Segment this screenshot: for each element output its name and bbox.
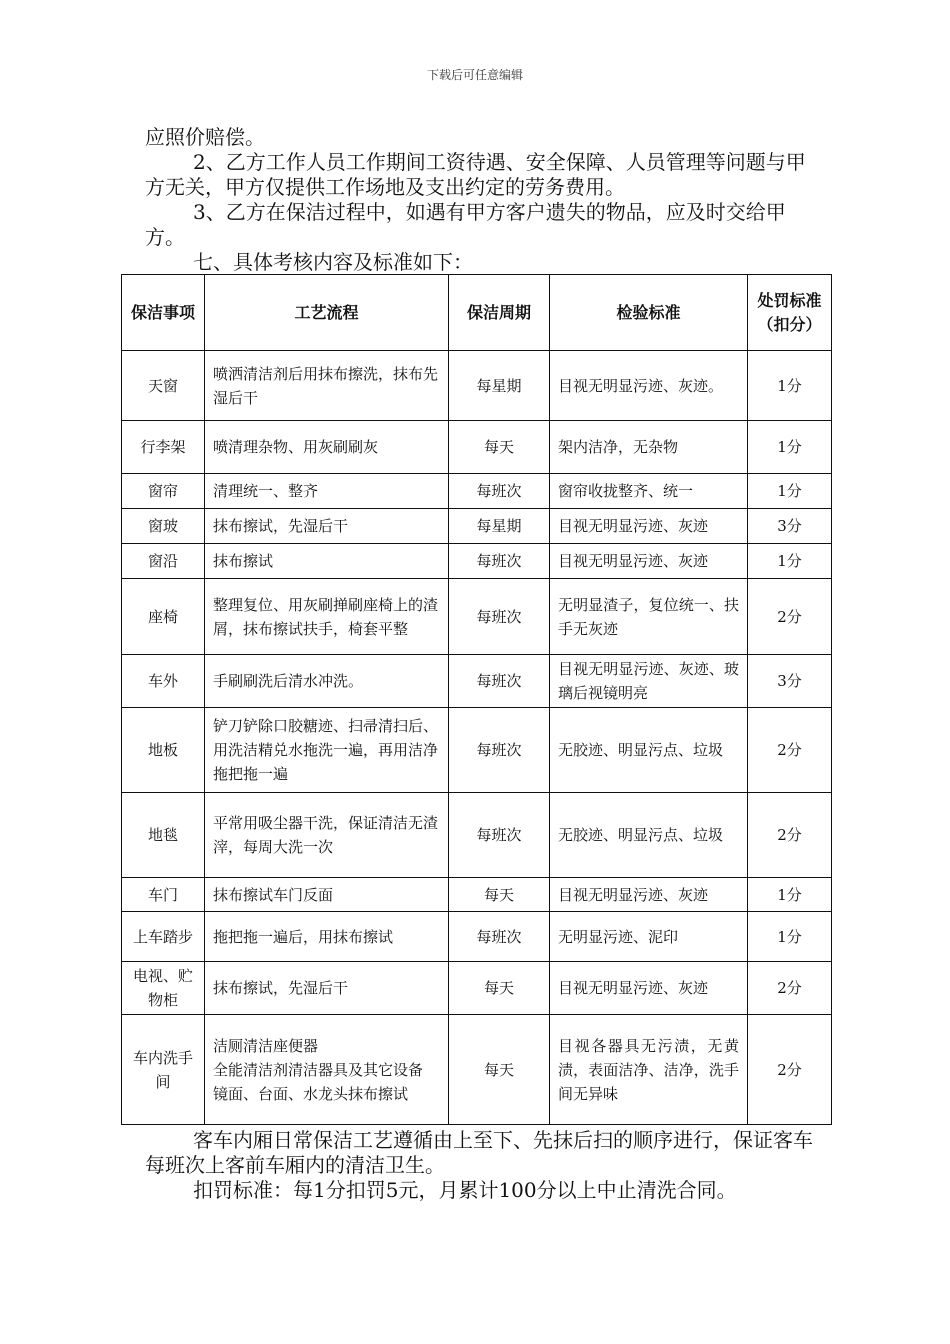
header-cycle: 保洁周期 xyxy=(449,275,550,351)
cell-penalty: 3分 xyxy=(748,509,832,544)
cell-process: 抹布擦试，先湿后干 xyxy=(205,509,449,544)
cell-standard: 无胶迹、明显污点、垃圾 xyxy=(550,708,748,793)
cell-item: 车内洗手间 xyxy=(122,1015,205,1125)
table-body xyxy=(122,351,832,1125)
cell-penalty: 1分 xyxy=(748,544,832,579)
cell-penalty: 2分 xyxy=(748,579,832,655)
table-row xyxy=(122,421,832,474)
paragraph-process-order: 客车内厢日常保洁工艺遵循由上至下、先抹后扫的顺序进行，保证客车每班次上客前车厢内的清洁卫生。 xyxy=(145,1128,813,1177)
paragraph-clause-3: 3、乙方在保洁过程中，如遇有甲方客户遗失的物品，应及时交给甲方。 xyxy=(145,200,786,249)
cell-cycle: 每班次 xyxy=(449,912,550,962)
paragraph-compensation: 应照价赔偿。 xyxy=(145,125,265,149)
cell-cycle: 每天 xyxy=(449,1015,550,1125)
cell-cycle: 每天 xyxy=(449,421,550,474)
page-header: 下载后可任意编辑 xyxy=(426,68,523,82)
cell-cycle: 每星期 xyxy=(449,509,550,544)
table-row xyxy=(122,351,832,421)
table-row xyxy=(122,1015,832,1125)
section-heading-assessment: 七、具体考核内容及标准如下： xyxy=(193,250,473,274)
cell-process: 手刷刷洗后清水冲洗。 xyxy=(205,655,449,708)
cell-standard: 无明显污迹、泥印 xyxy=(550,912,748,962)
cell-penalty: 1分 xyxy=(748,878,832,912)
cell-penalty: 3分 xyxy=(748,655,832,708)
cell-item: 窗帘 xyxy=(122,474,205,509)
header-penalty: 处罚标准（扣分） xyxy=(748,275,832,351)
header-cleaning-item: 保洁事项 xyxy=(122,275,205,351)
cell-standard: 目视无明显污迹、灰迹、玻璃后视镜明亮 xyxy=(550,655,748,708)
table-row xyxy=(122,509,832,544)
cell-process: 抹布擦试 xyxy=(205,544,449,579)
cell-cycle: 每天 xyxy=(449,962,550,1015)
cell-process: 清理统一、整齐 xyxy=(205,474,449,509)
cell-cycle: 每星期 xyxy=(449,351,550,421)
cell-item: 电视、贮物柜 xyxy=(122,962,205,1015)
cell-item: 窗玻 xyxy=(122,509,205,544)
cell-process: 抹布擦试车门反面 xyxy=(205,878,449,912)
cell-cycle: 每天 xyxy=(449,878,550,912)
paragraph-clause-2: 2、乙方工作人员工作期间工资待遇、安全保障、人员管理等问题与甲方无关，甲方仅提供工作场地及支出约定的劳务费用。 xyxy=(145,150,806,199)
cell-process: 喷洒清洁剂后用抹布擦洗，抹布先湿后干 xyxy=(205,351,449,421)
cell-process: 平常用吸尘器干洗，保证清洁无渣滓，每周大洗一次 xyxy=(205,793,449,878)
cell-cycle: 每班次 xyxy=(449,474,550,509)
cell-penalty: 1分 xyxy=(748,912,832,962)
cell-item: 车外 xyxy=(122,655,205,708)
cell-standard: 目视无明显污迹、灰迹 xyxy=(550,878,748,912)
cell-item: 车门 xyxy=(122,878,205,912)
cell-cycle: 每班次 xyxy=(449,544,550,579)
cell-cycle: 每班次 xyxy=(449,655,550,708)
cell-process: 整理复位、用灰刷掸刷座椅上的渣屑，抹布擦试扶手，椅套平整 xyxy=(205,579,449,655)
cell-process: 洁厕清洁座便器 全能清洁剂清洁器具及其它设备 镜面、台面、水龙头抹布擦试 xyxy=(205,1015,449,1125)
cell-process: 抹布擦试，先湿后干 xyxy=(205,962,449,1015)
cell-penalty: 1分 xyxy=(748,421,832,474)
cell-item: 上车踏步 xyxy=(122,912,205,962)
cell-item: 地毯 xyxy=(122,793,205,878)
table-row xyxy=(122,579,832,655)
cell-item: 天窗 xyxy=(122,351,205,421)
table-row xyxy=(122,962,832,1015)
cell-item: 座椅 xyxy=(122,579,205,655)
table-row xyxy=(122,708,832,793)
cell-standard: 无胶迹、明显污点、垃圾 xyxy=(550,793,748,878)
assessment-table xyxy=(121,274,832,1125)
cell-cycle: 每班次 xyxy=(449,793,550,878)
table-header-row xyxy=(122,275,832,351)
cell-penalty: 2分 xyxy=(748,708,832,793)
cell-standard: 目视各器具无污渍，无黄渍，表面洁净、洁净，洗手间无异味 xyxy=(550,1015,748,1125)
cell-process: 喷清理杂物、用灰刷刷灰 xyxy=(205,421,449,474)
cell-standard: 无明显渣子，复位统一、扶手无灰迹 xyxy=(550,579,748,655)
cell-standard: 目视无明显污迹、灰迹 xyxy=(550,544,748,579)
cell-standard: 目视无明显污迹、灰迹 xyxy=(550,962,748,1015)
cell-item: 窗沿 xyxy=(122,544,205,579)
header-standard: 检验标准 xyxy=(550,275,748,351)
table-row xyxy=(122,544,832,579)
cell-penalty: 2分 xyxy=(748,793,832,878)
cell-item: 地板 xyxy=(122,708,205,793)
table-row xyxy=(122,474,832,509)
cell-penalty: 2分 xyxy=(748,1015,832,1125)
cell-penalty: 2分 xyxy=(748,962,832,1015)
cell-penalty: 1分 xyxy=(748,474,832,509)
cell-cycle: 每班次 xyxy=(449,708,550,793)
cell-process: 铲刀铲除口胶糖迹、扫帚清扫后、用洗洁精兑水拖洗一遍，再用洁净拖把拖一遍 xyxy=(205,708,449,793)
table-row xyxy=(122,793,832,878)
cell-standard: 目视无明显污迹、灰迹 xyxy=(550,509,748,544)
table-row xyxy=(122,878,832,912)
cell-standard: 窗帘收拢整齐、统一 xyxy=(550,474,748,509)
table-row xyxy=(122,912,832,962)
table-row xyxy=(122,655,832,708)
cell-standard: 目视无明显污迹、灰迹。 xyxy=(550,351,748,421)
cell-item: 行李架 xyxy=(122,421,205,474)
cell-cycle: 每班次 xyxy=(449,579,550,655)
cell-standard: 架内洁净，无杂物 xyxy=(550,421,748,474)
cell-penalty: 1分 xyxy=(748,351,832,421)
paragraph-penalty-rule: 扣罚标准：每1分扣罚5元，月累计100分以上中止清洗合同。 xyxy=(193,1178,737,1202)
header-process: 工艺流程 xyxy=(205,275,449,351)
cell-process: 拖把拖一遍后，用抹布擦试 xyxy=(205,912,449,962)
